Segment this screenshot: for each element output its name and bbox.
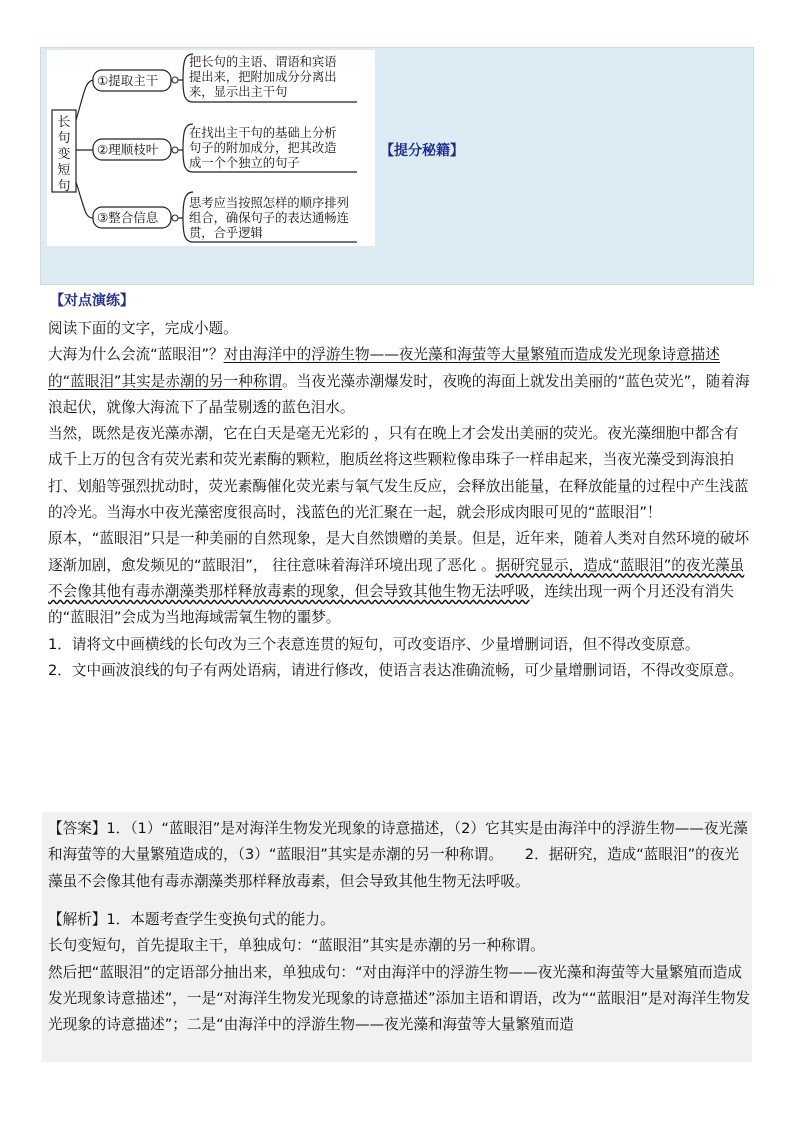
root-char: 长	[57, 115, 71, 130]
analysis-line-2: 长句变短句，首先提取主干，单独成句：“蓝眼泪”其实是赤潮的另一种称谓。	[48, 937, 545, 955]
branch-label: ③整合信息	[97, 210, 159, 225]
leaf-text: 组合，确保句子的表达通畅连	[189, 211, 349, 225]
leaf-text: 提出来，把附加成分分离出	[189, 70, 337, 84]
paragraph-1	[48, 342, 753, 421]
question-2: 2．文中画波浪线的句子有两处语病，请进行修改，使语言表达准确流畅，可少量增删词语，不得改变原意。	[48, 661, 744, 679]
answer-section	[48, 816, 753, 895]
leaf-text: 句子的附加成分，把其改造	[189, 141, 337, 155]
analysis-line-1: 【解析】1．本题考查学生变换句式的能力。	[48, 911, 335, 928]
root-char: 变	[57, 147, 71, 162]
answer-text: 【答案】1．（1）“蓝眼泪”是对海洋生物发光现象的诗意描述，（2）它其实是由海洋中的浮游生物——夜光藻和海萤等的大量繁殖造成的，（3）“蓝眼泪”其实是赤潮的另一种称谓。 2．据研究，造成“蓝眼泪”的夜光藻虽不会像其他有毒赤潮藻类那样释放毒素，但会导致其他生物无法呼吸。	[48, 820, 748, 890]
paragraph-3	[48, 526, 753, 631]
p1-end: 。当夜光藻赤潮爆发时，夜晚的海面上就发出美丽的“蓝色荧光”，随着海浪起伏，就像大海流下了晶莹剔透的蓝色泪水。	[48, 372, 750, 416]
underlined-sentence: 对由海洋中的浮游生物——夜光藻和海萤等大量繁殖而造成发光现象诗意描述的“蓝眼泪”其实是赤潮的另一种称谓	[48, 346, 720, 390]
p3-start: 原本，“蓝眼泪”只是一种美丽的自然现象，是大自然馈赠的美景。但是，近年来，随着人类对自然环境的破坏逐渐加剧，愈发频见的“蓝眼泪”， 往往意味着海洋环境出现了恶化 。	[48, 530, 750, 574]
leaf-text: 贯，合乎逻辑	[189, 226, 263, 240]
tip-title: 【提分秘籍】	[380, 143, 464, 159]
leaf-text: 把长句的主语、谓语和宾语	[189, 55, 337, 69]
analysis-line-3: 然后把“蓝眼泪”的定语部分抽出来，单独成句：“对由海洋中的浮游生物——夜光藻和海萤等大量繁殖而造成发光现象诗意描述”，一是“对海洋生物发光现象的诗意描述”添加主语和谓语，改为““蓝眼泪”是对海洋生物发光现象的诗意描述”；二是“由海洋中的浮游生物——夜光藻和海萤等大量繁殖而造	[48, 963, 751, 1034]
leaf-text: 在找出主干句的基础上分析	[189, 126, 337, 140]
p1-start: 大海为什么会流“蓝眼泪”？	[48, 346, 224, 364]
branch-label: ①提取主干	[97, 73, 159, 88]
p3-end: ，连续出现一两个月还没有消失的“蓝眼泪”会成为当地海域需氧生物的噩梦。	[48, 582, 734, 627]
leaf-text: 成一个个独立的句子	[189, 156, 300, 170]
paragraph-2: 当然，既然是夜光藻赤潮，它在白天是毫无光彩的 ，只有在晚上才会发出美丽的荧光。夜光藻细胞中都含有成千上万的包含有荧光素和荧光素酶的颗粒，胞质丝将这些颗粒像串珠子一样串起来，当夜光藻受到海浪拍打、划船等强烈扰动时，荧光素酶催化荧光素与氧气发生反应，会释放出能量，在释放能量的过程中产生浅蓝的冷光。当海水中夜光藻密度很高时，浅蓝色的光汇聚在一起，就会形成肉眼可见的“蓝眼泪”！	[48, 425, 749, 522]
intro-text: 阅读下面的文字，完成小题。	[48, 320, 238, 337]
leaf-text: 来，显示出主干句	[189, 85, 288, 99]
root-char: 句	[57, 131, 71, 146]
branch-label: ②理顺枝叶	[97, 142, 159, 157]
root-char: 短	[57, 163, 71, 178]
practice-content	[48, 316, 753, 684]
practice-title: 【对点演练】	[50, 293, 134, 309]
wavy-sentence: 据研究显示，造成“蓝眼泪”的夜光藻虽不会像其他有毒赤潮藻类那样释放毒素的现象，但会导致其他生物无法呼吸	[48, 556, 745, 600]
analysis-section	[48, 907, 753, 1038]
question-1: 1．请将文中画横线的长句改为三个表意连贯的短句，可改变语序、少量增删词语，但不得改变原意。	[48, 635, 700, 653]
root-char: 句	[57, 179, 71, 194]
mindmap-diagram	[47, 50, 375, 246]
leaf-text: 思考应当按照怎样的顺序排列	[189, 196, 349, 210]
